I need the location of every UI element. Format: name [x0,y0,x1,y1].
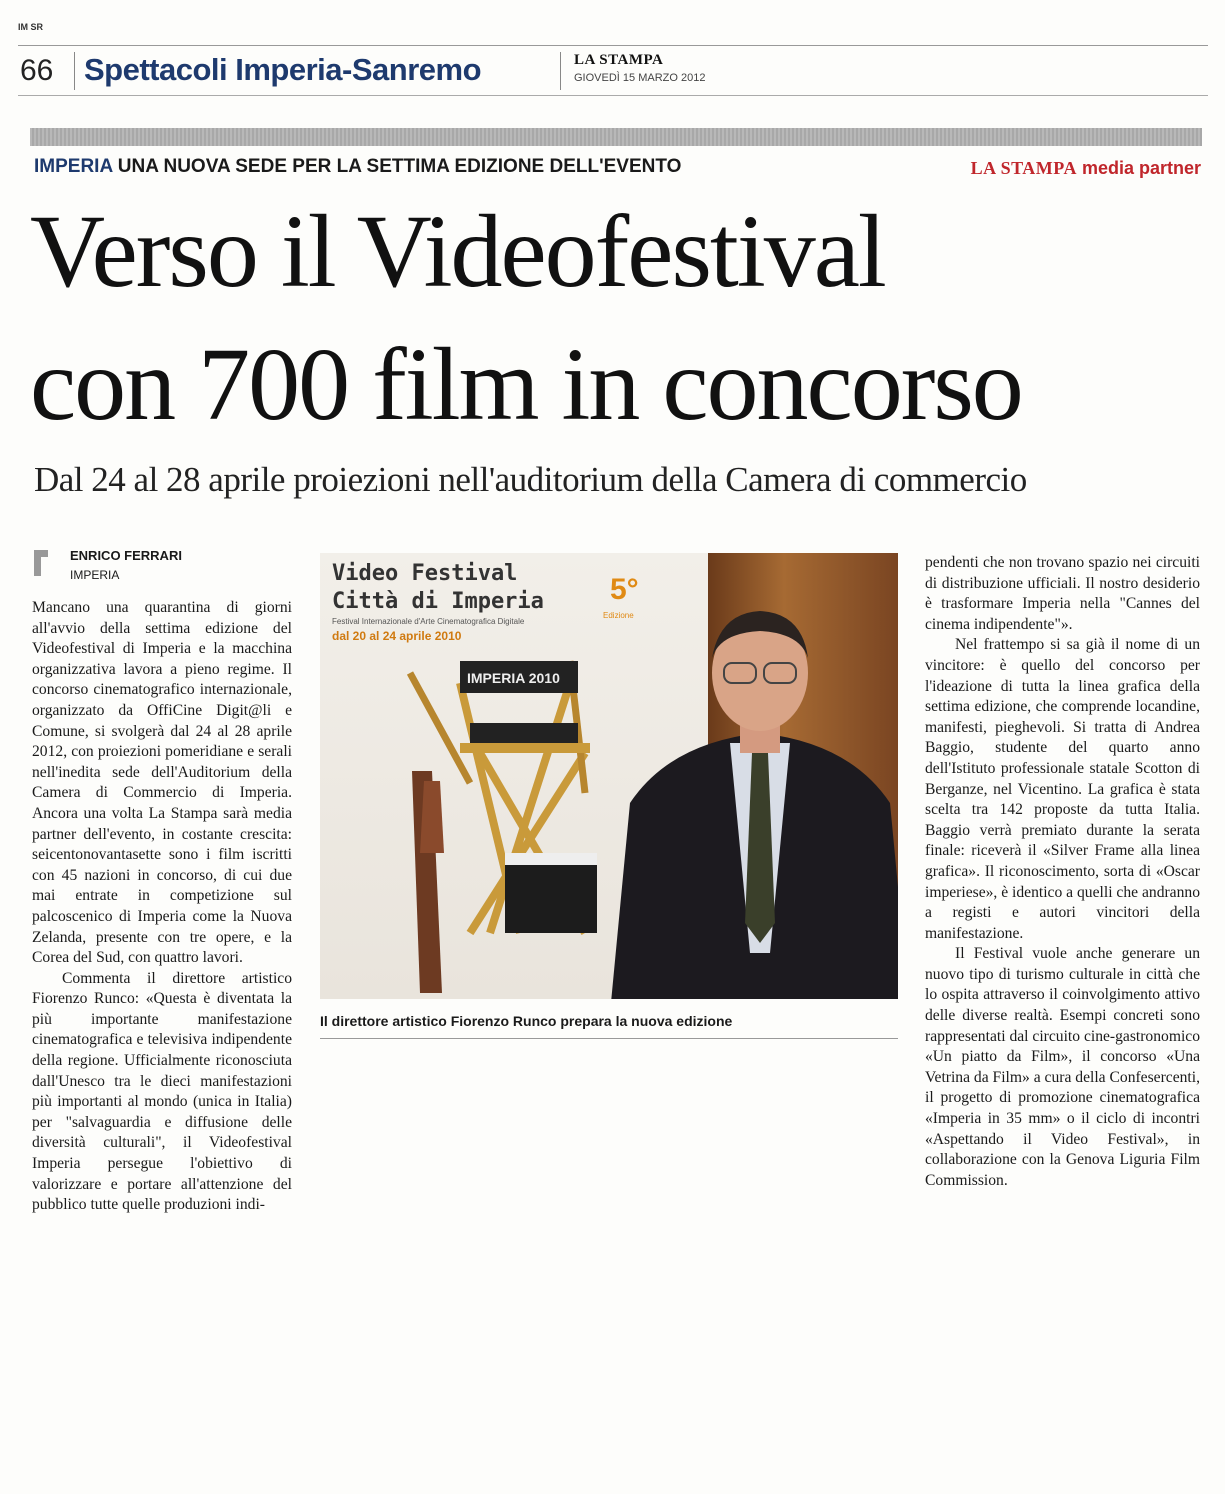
header-rule [18,45,1208,46]
byline-place: IMPERIA [70,568,120,582]
poster-subtitle: Festival Internazionale d'Arte Cinematografica Digitale [332,617,525,626]
paragraph: pendenti che non trovano spazio nei circuiti di distribuzione ufficiali. Il nostro desiderio è trasformare Imperia nella "Cannes del cinema indipendente"». [925,554,1200,633]
photo-caption: Il direttore artistico Fiorenzo Runco prepara la nuova edizione [320,1013,733,1029]
media-partner-brand: LA STAMPA [970,158,1077,178]
newspaper-name: LA STAMPA [574,52,664,68]
kicker-place: IMPERIA [34,156,113,177]
person-portrait [610,593,898,999]
paragraph: Commenta il direttore artistico Fiorenzo Runco: «Questa è diventata la più importante manifestazione cinematografica e televisiva indipendente della regione. Ufficialmente riconosciuta dall'Unesco tra le dieci manifestazioni più importanti al mondo (unica in Italia) per "salvaguardia e diffusione delle diversità culturali", il Videofestival Imperia persegue l'obiettivo di valorizzare e portare all'attenzione del pubblico tutte quelle produzioni indi- [32,969,292,1214]
kicker [34,156,681,178]
byline-author: ENRICO FERRARI [70,548,182,563]
section-title: Spettacoli Imperia-Sanremo [84,52,482,87]
caption-rule [320,1038,898,1039]
kicker-text: UNA NUOVA SEDE PER LA SETTIMA EDIZIONE DELL'EVENTO [112,156,682,177]
media-partner-label: media partner [1076,158,1201,178]
poster-edition: 5° [610,573,639,606]
divider [74,52,75,90]
article-column-right [925,553,1200,1191]
article-column-left [32,598,292,1216]
issue-date: GIOVEDÌ 15 MARZO 2012 [574,72,706,84]
page-number: 66 [20,54,54,87]
chair-label: IMPERIA 2010 [467,670,560,686]
media-partner [971,158,1201,179]
article-photo [320,553,898,999]
paragraph: Il Festival vuole anche generare un nuovo tipo di turismo culturale in città che lo ospita attraverso il coinvolgimento attivo delle diverse realtà. Esempi concreti sono rappresentati dal circuito cine-gastronomico «Un piatto da Film», il concorso «Una Vetrina da Film» a cura della Confesercenti, il progetto di promozione cinematografica «Imperia in 35 mm» o il ciclo di incontri «Aspettando il Video Festival», in collaborazione con la Genova Liguria Film Commission. [925,945,1200,1189]
poster-title: Video Festival [332,561,518,586]
poster-title: Città di Imperia [332,589,544,614]
paragraph: Nel frattempo si sa già il nome di un vincitore: è quello del concorso per l'ideazione di tutta la linea grafica della settima edizione, che comprende locandine, manifesti, pieghevoli. Si tratta di Andrea Baggio, studente del quarto anno dell'Istituto professionale statale Scotton di Berganze, nel Vicentino. La grafica è stata scelta tra 142 proposte da tutta Italia. Baggio verrà premiato durante la serata finale: riceverà il «Silver Frame alla linea grafica». Il riconoscimento, sorta di «Oscar imperiese», è identico a quelli che andranno a registi e autori vincitori della manifestazione. [925,636,1200,942]
subheadline: Dal 24 al 28 aprile proiezioni nell'auditorium della Camera di commercio [34,460,1027,499]
headline-line-1: Verso il Videofestival [30,194,885,309]
page-code: IM SR [18,22,44,32]
article-top-band [30,128,1202,146]
divider [560,52,561,90]
byline-mark-icon [34,550,48,576]
paragraph: Mancano una quarantina di giorni all'avvio della settima edizione del Videofestival di Imperia e la macchina organizzativa lavora a pieno regime. Il concorso cinematografico internazionale, organizzato da OffiCine Digit@li e Comune, si svolgerà dal 24 al 28 aprile 2012, con proiezioni pomeridiane e serali nell'inedita sede dell'Auditorium della Camera di Commercio di Imperia. Ancora una volta La Stampa sarà media partner dell'evento, in costante crescita: seicentonovantasette sono i film iscritti con 45 nazioni in concorso, di cui due mai entrate in competizione sul palcoscenico di Imperia come la Nuova Zelanda, presente con tre opere, e la Corea del Sud, con quattro lavori. [32,599,292,967]
headline-line-2: con 700 film in concorso [30,327,1022,442]
poster-edition-label: Edizione [603,611,634,620]
header-bottom-rule [18,95,1208,96]
poster-dates: dal 20 al 24 aprile 2010 [332,629,462,643]
